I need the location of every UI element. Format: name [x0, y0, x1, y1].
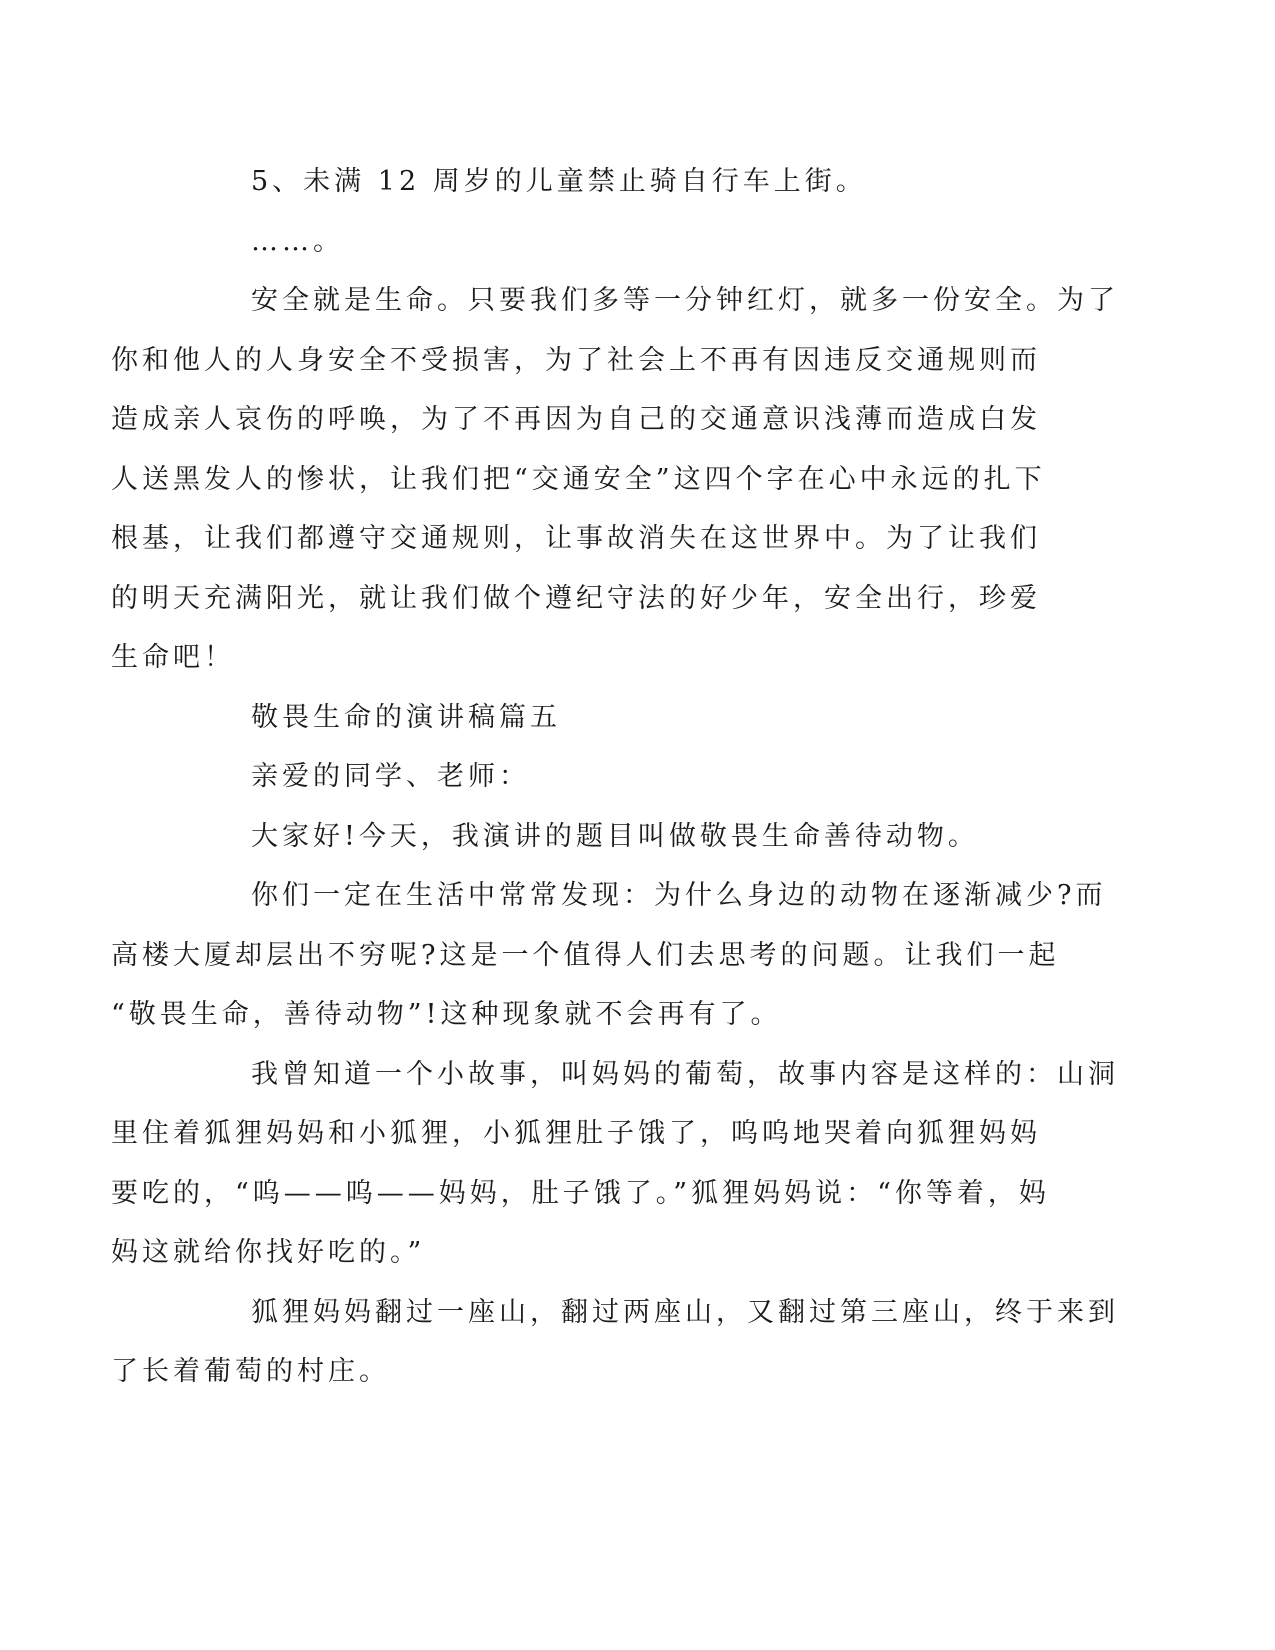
text-line: 敬畏生命的演讲稿篇五 [251, 701, 561, 733]
text-line: 大家好!今天，我演讲的题目叫做敬畏生命善待动物。 [251, 820, 979, 852]
text-line: 生命吧！ [111, 642, 235, 673]
text-line: 根基，让我们都遵守交通规则，让事故消失在这世界中。为了让我们 [111, 523, 1041, 554]
safety-paragraph [111, 271, 1119, 688]
text-line: 狐狸妈妈翻过一座山，翻过两座山，又翻过第三座山，终于来到 [251, 1296, 1119, 1328]
text-line: 人送黑发人的惨状，让我们把“交通安全”这四个字在心中永远的扎下 [111, 463, 1046, 495]
text-line: ……。 [251, 225, 344, 257]
section-title [181, 688, 1041, 748]
document-body [111, 152, 1119, 1402]
text-line: 你们一定在生活中常常发现：为什么身边的动物在逐渐减少?而 [251, 880, 1107, 911]
text-line: 里住着狐狸妈妈和小狐狸，小狐狸肚子饿了，呜呜地哭着向狐狸妈妈 [111, 1118, 1041, 1149]
rule-item-5 [181, 152, 1041, 212]
text-line: 你和他人的人身安全不受损害，为了社会上不再有因违反交通规则而 [111, 344, 1041, 376]
ellipsis-line [181, 212, 1041, 272]
text-line: 高楼大厦却层出不穷呢?这是一个值得人们去思考的问题。让我们一起 [111, 939, 1060, 971]
question-paragraph [111, 866, 1107, 1045]
text-line: 了长着葡萄的村庄。 [111, 1356, 390, 1387]
story-paragraph [111, 1045, 1119, 1283]
text-line: 的明天充满阳光，就让我们做个遵纪守法的好少年，安全出行，珍爱 [111, 582, 1041, 614]
salutation [181, 747, 1041, 807]
text-line: 要吃的，“呜——呜——妈妈，肚子饿了。”狐狸妈妈说：“你等着，妈 [111, 1177, 1050, 1209]
greeting-paragraph [181, 807, 1041, 867]
text-line: 5、未满 12 周岁的儿童禁止骑自行车上街。 [251, 166, 867, 197]
text-line: 我曾知道一个小故事，叫妈妈的葡萄，故事内容是这样的：山洞 [251, 1058, 1119, 1090]
story-continued-paragraph [111, 1283, 1119, 1402]
text-line: 妈这就给你找好吃的。” [111, 1237, 426, 1268]
text-line: 亲爱的同学、老师： [251, 761, 530, 792]
text-line: 安全就是生命。只要我们多等一分钟红灯，就多一份安全。为了 [251, 285, 1119, 316]
text-line: 造成亲人哀伤的呼唤，为了不再因为自己的交通意识浅薄而造成白发 [111, 404, 1041, 435]
text-line: “敬畏生命，善待动物”!这种现象就不会再有了。 [111, 999, 782, 1030]
